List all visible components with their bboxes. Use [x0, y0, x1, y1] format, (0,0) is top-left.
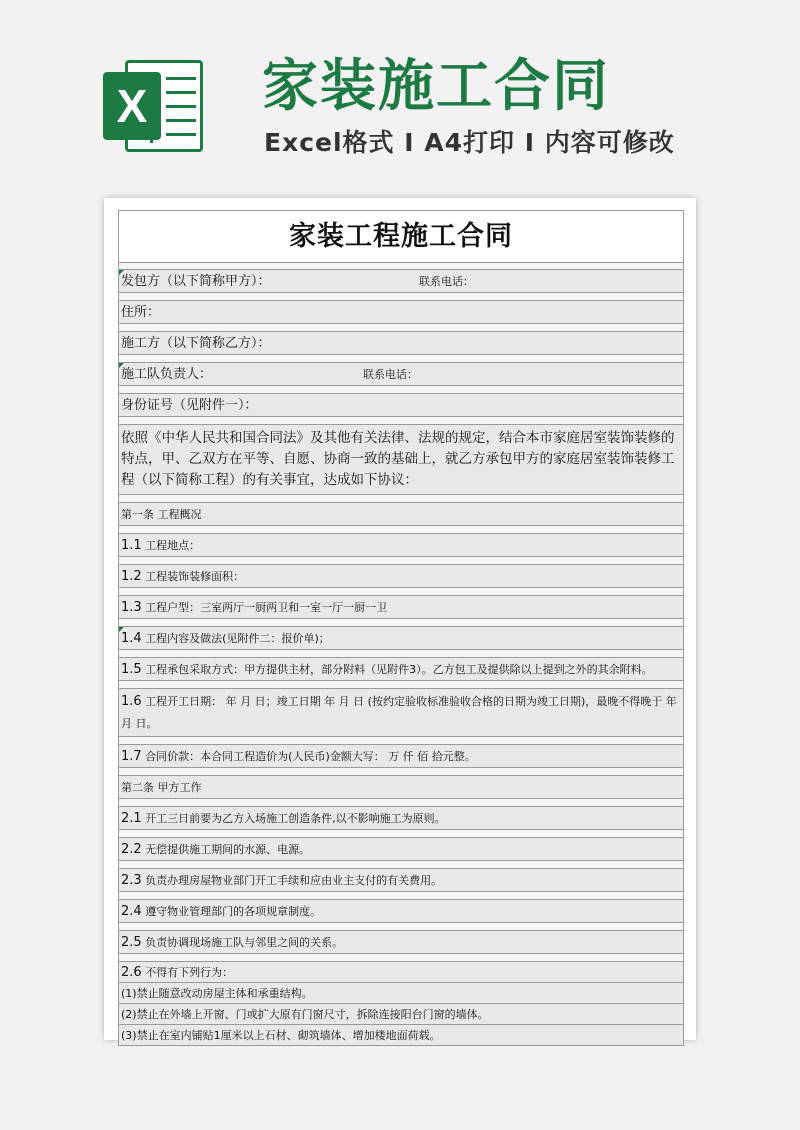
spacer-row	[119, 526, 683, 534]
document-page	[104, 198, 696, 1040]
sub-clause-row[interactable]	[119, 983, 683, 1004]
clause-row[interactable]	[119, 807, 683, 830]
clause-row[interactable]	[119, 627, 683, 650]
clause-number: 1.6	[121, 694, 142, 709]
article-1-title-row[interactable]	[119, 503, 683, 526]
clause-text: 工程户型：三室两厅一厨两卫和一室一厅一厨一卫	[145, 601, 388, 614]
clause-text: 遵守物业管理部门的各项规章制度。	[145, 905, 322, 918]
spacer-row	[119, 892, 683, 900]
spacer-row	[119, 495, 683, 503]
clause-row[interactable]	[119, 689, 683, 737]
clause-number: 2.2	[121, 842, 142, 857]
address-label: 住所：	[121, 305, 161, 320]
clause-number: 1.1	[121, 538, 142, 553]
clause-text: 工程内容及做法(见附件二：报价单)；	[145, 632, 330, 645]
spacer-row	[119, 923, 683, 931]
gap-row	[119, 263, 683, 270]
spacer-row	[119, 768, 683, 776]
banner	[0, 0, 800, 190]
clause-number: 2.1	[121, 811, 142, 826]
clause-text: 不得有下列行为：	[145, 966, 234, 979]
party-a-row[interactable]	[119, 270, 683, 293]
party-b-row[interactable]	[119, 332, 683, 355]
excel-logo-letter: X	[103, 72, 161, 140]
party-a-phone-label: 联系电话：	[419, 275, 474, 288]
clause-number: 2.3	[121, 873, 142, 888]
article-2-title: 第二条 甲方工作	[121, 781, 202, 794]
document-title: 家装工程施工合同	[119, 211, 683, 263]
sub-clause-row[interactable]	[119, 1025, 683, 1046]
clause-row[interactable]	[119, 534, 683, 557]
clause-number: 2.6	[121, 965, 142, 980]
spacer-row	[119, 293, 683, 301]
spacer-row	[119, 650, 683, 658]
spacer-row	[119, 324, 683, 332]
excel-logo-icon	[103, 56, 205, 156]
clause-text: 工程装饰装修面积：	[145, 570, 245, 583]
clause-text: 工程开工日期： 年 月 日；竣工日期 年 月 日 (按约定验收标准验收合格的日期为竣工日期)，最晚不得晚于 年 月 日。	[121, 695, 677, 730]
spacer-row	[119, 619, 683, 627]
clause-number: 1.3	[121, 600, 142, 615]
clause-number: 1.2	[121, 569, 142, 584]
spacer-row	[119, 861, 683, 869]
clause-text: 负责办理房屋物业部门开工手续和应由业主支付的有关费用。	[145, 874, 443, 887]
preamble-text: 依照《中华人民共和国合同法》及其他有关法律、法规的规定，结合本市家庭居室装饰装修的特点，甲、乙双方在平等、自愿、协商一致的基础上，就乙方承包甲方的家庭居室装饰装修工程（以下简称工程）的有关事宜，达成如下协议：	[121, 430, 675, 488]
banner-subtitle: Excel格式 I A4打印 I 内容可修改	[264, 128, 675, 157]
sub-clause-text: (3)禁止在室内铺贴1厘米以上石材、砌筑墙体、增加楼地面荷载。	[121, 1029, 441, 1042]
spacer-row	[119, 830, 683, 838]
clause-row[interactable]	[119, 869, 683, 892]
clause-row[interactable]	[119, 596, 683, 619]
spacer-row	[119, 681, 683, 689]
sub-clause-row[interactable]	[119, 1004, 683, 1025]
clause-row[interactable]	[119, 931, 683, 954]
article-1-title: 第一条 工程概况	[121, 508, 202, 521]
clause-number: 1.4	[121, 631, 142, 646]
clause-number: 2.4	[121, 904, 142, 919]
clause-row[interactable]	[119, 658, 683, 681]
article-2-title-row[interactable]	[119, 776, 683, 799]
team-leader-phone-label: 联系电话：	[363, 368, 418, 381]
clause-number: 1.5	[121, 662, 142, 677]
spacer-row	[119, 799, 683, 807]
clause-row[interactable]	[119, 838, 683, 861]
clause-text: 负责协调现场施工队与邻里之间的关系。	[145, 936, 344, 949]
spacer-row	[119, 557, 683, 565]
clause-row[interactable]	[119, 745, 683, 768]
party-b-label: 施工方（以下简称乙方）：	[121, 336, 271, 351]
preamble-row[interactable]	[119, 425, 683, 495]
clause-row[interactable]	[119, 962, 683, 983]
banner-title: 家装施工合同	[262, 54, 610, 119]
party-a-label: 发包方（以下简称甲方）：	[121, 274, 271, 289]
sub-clause-text: (1)禁止随意改动房屋主体和承重结构。	[121, 987, 313, 1000]
spreadsheet	[118, 210, 684, 1046]
clause-text: 工程地点：	[145, 539, 201, 552]
clause-text: 无偿提供施工期间的水源、电源。	[145, 843, 311, 856]
clause-number: 2.5	[121, 935, 142, 950]
address-row[interactable]	[119, 301, 683, 324]
clause-text: 合同价款：本合同工程造价为(人民币)金额大写： 万 仟 佰 拾元整。	[145, 750, 476, 763]
team-leader-label: 施工队负责人：	[121, 367, 213, 382]
id-number-row[interactable]	[119, 394, 683, 417]
clause-number: 1.7	[121, 749, 142, 764]
team-leader-row[interactable]	[119, 363, 683, 386]
clause-row[interactable]	[119, 565, 683, 588]
id-number-label: 身份证号（见附件一）：	[121, 398, 258, 413]
spacer-row	[119, 588, 683, 596]
clause-row[interactable]	[119, 900, 683, 923]
spacer-row	[119, 417, 683, 425]
spacer-row	[119, 737, 683, 745]
sub-clause-text: (2)禁止在外墙上开窗、门或扩大原有门窗尺寸，拆除连接阳台门窗的墙体。	[121, 1008, 489, 1021]
clause-text: 工程承包采取方式：甲方提供主材，部分附料（见附件3）。乙方包工及提供除以上提到之外的其余附料。	[145, 663, 653, 676]
spacer-row	[119, 954, 683, 962]
spacer-row	[119, 355, 683, 363]
spacer-row	[119, 386, 683, 394]
clause-text: 开工三日前要为乙方入场施工创造条件,以不影响施工为原则。	[145, 812, 446, 825]
